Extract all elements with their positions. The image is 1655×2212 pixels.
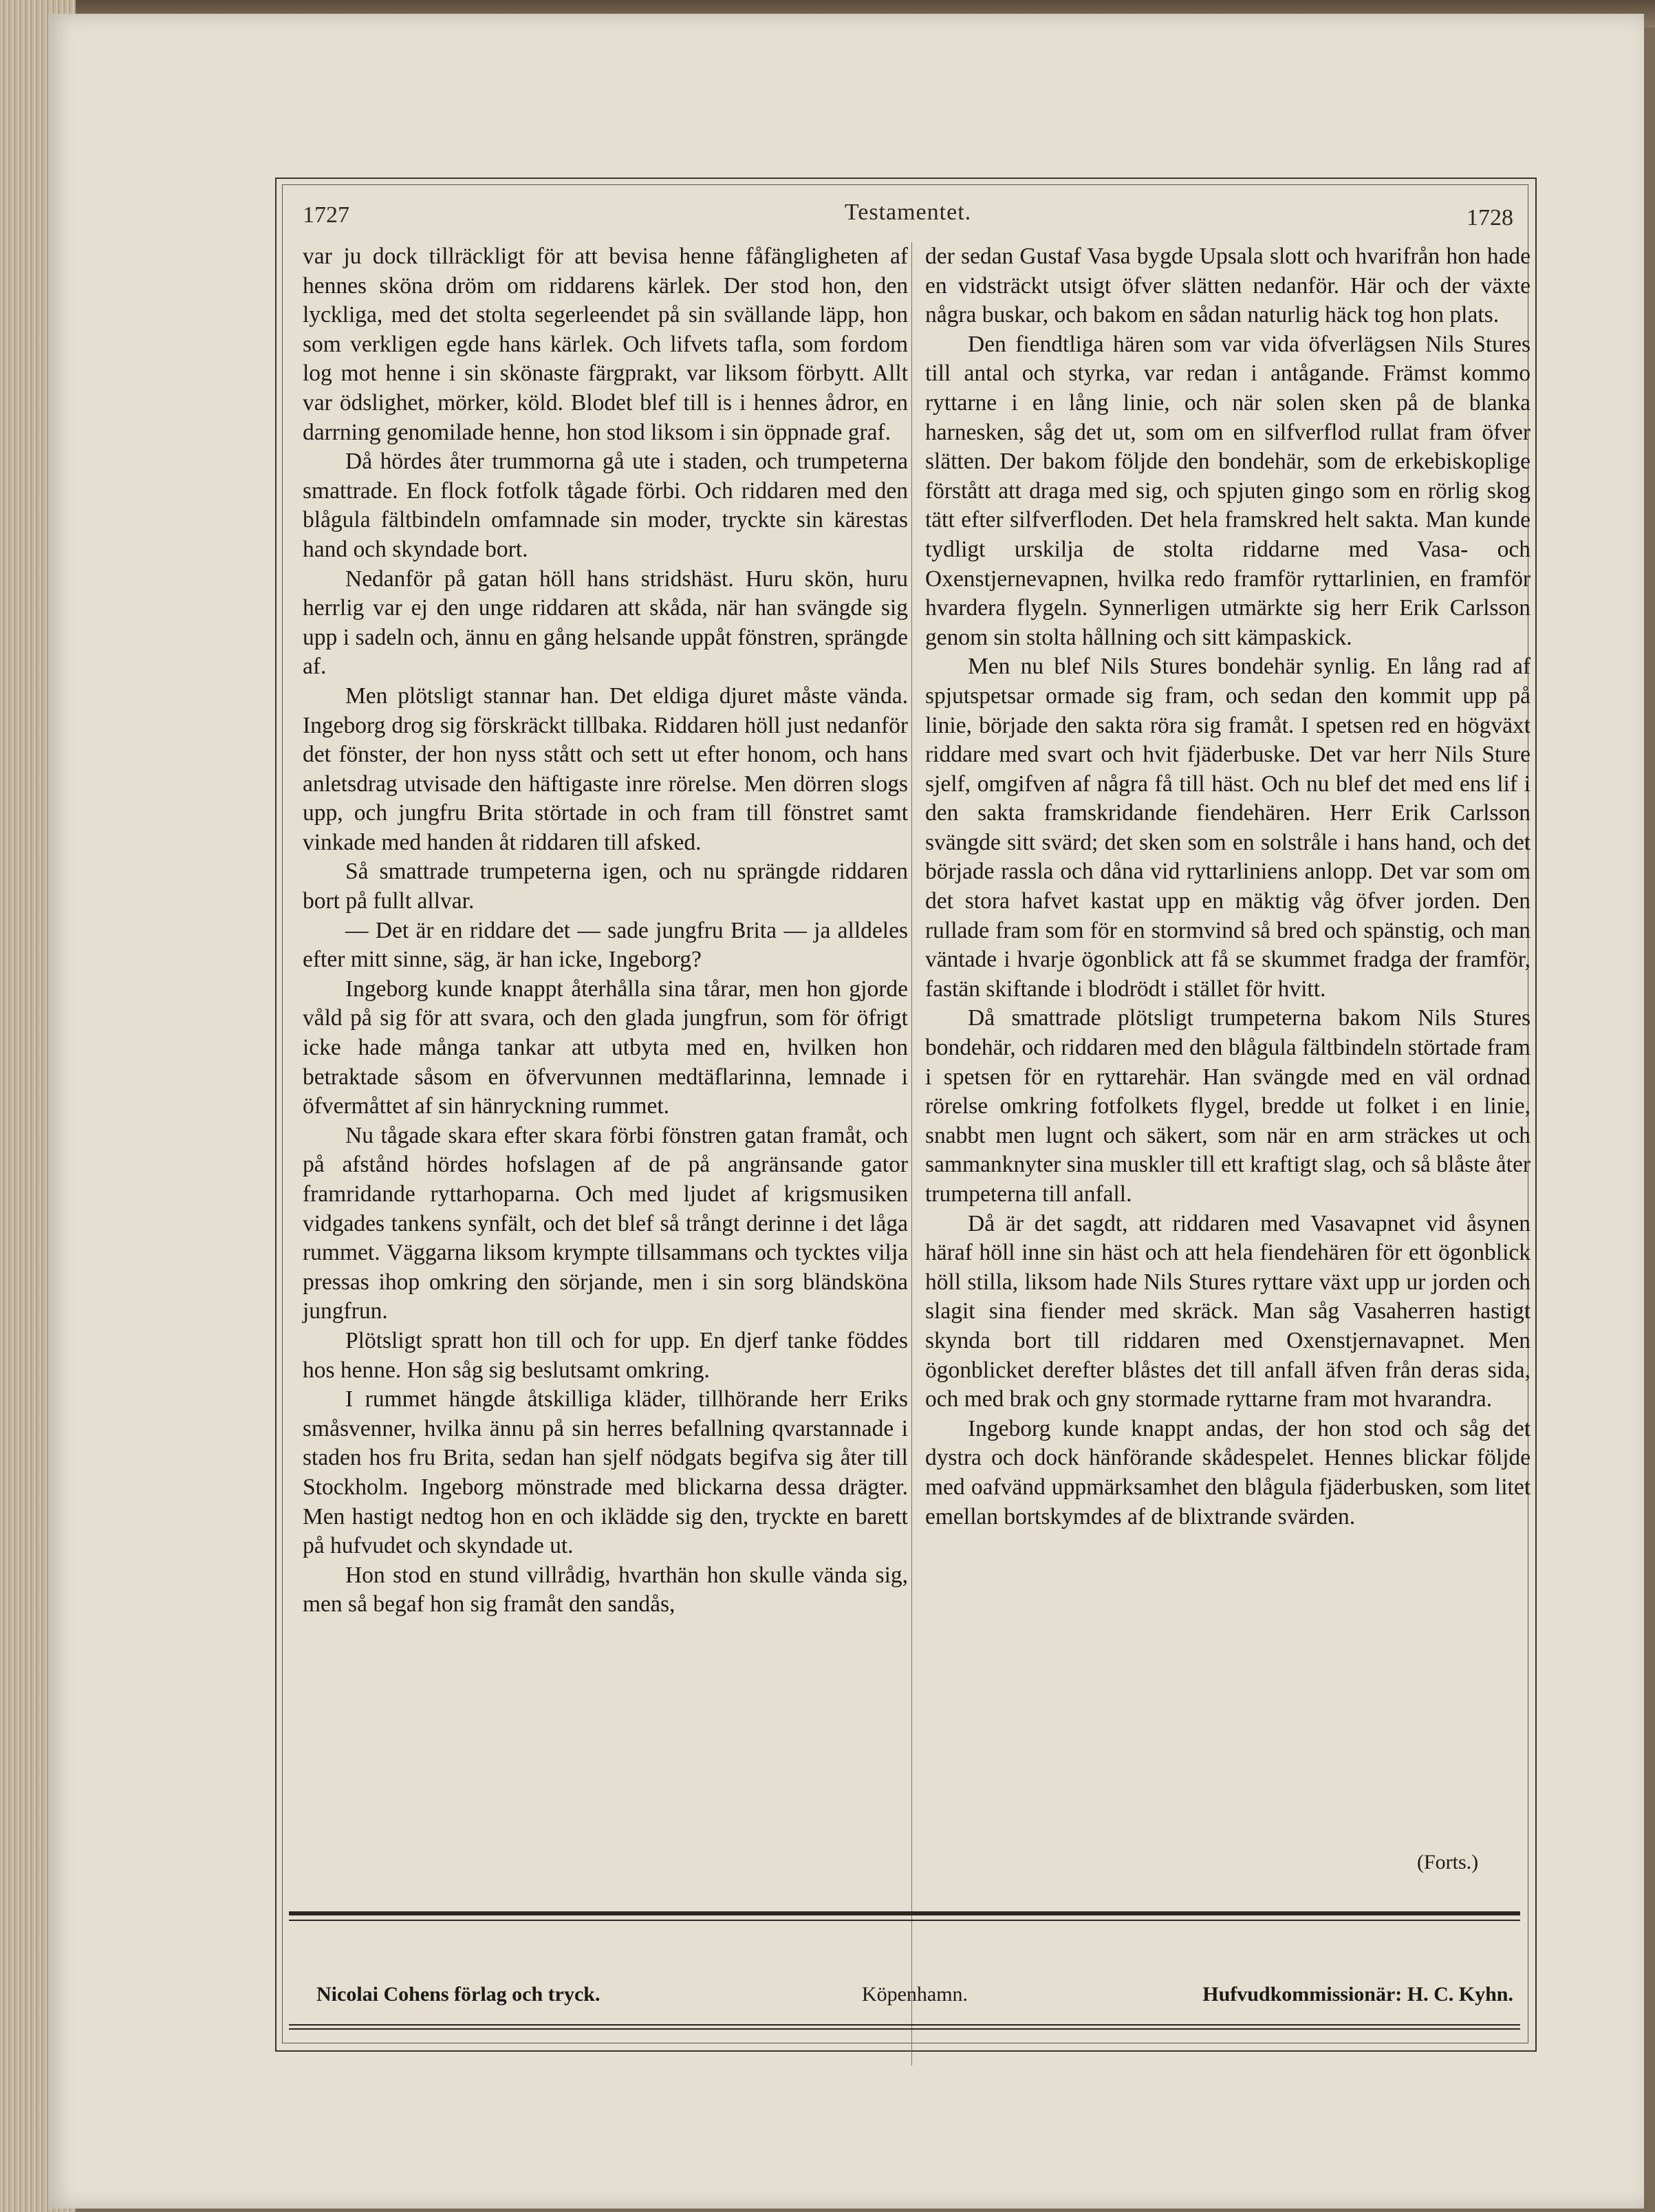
paragraph: Men nu blef Nils Stures bondehär synlig. En lång rad af spjutspetsar ormade sig fram, och sedan den kommit upp på linie, började den sakta röra sig framåt. I spetsen red en högväxt riddare med svart och hvit fjäderbuske. Det var herr Nils Sture sjelf, omgifven af några få till häst. Och nu blef det med ens lif i den sakta framskridande fiendehären. Herr Erik Carlsson svängde sitt svärd; det sken som en solstråle i hans hand, och det började rassla och dåna vid ryttarliniens anlopp. Det var som om det stora hafvet kastat upp en mäktig våg öfver jorden. Den rullade fram som för en stormvind så bred och spänstig, och man väntade i hvarje ögonblick att få se skummet fradga der framför, fastän skiftande i blodrödt i stället för hvitt. — [925, 654, 1530, 1002]
imprint-publisher: Nicolai Cohens förlag och tryck. — [316, 1983, 601, 2006]
paragraph: Den fiendtliga hären som var vida öfverlägsen Nils Stures till antal och styrka, var redan i antågande. Främst kommo ryttarne i en lång linie, och när solen sken på de blanka harnesken, såg det ut, som om en silfverflod rullat fram öfver slätten. Der bakom följde den bondehär, som de erkebiskoplige förstått att draga med sig, och spjuten gingo som en rörlig skog tätt efter silfverfloden. Det hela framskred helt sakta. Man kunde tydligt urskilja de stolta riddarne med Vasa- och Oxenstjernevapnen, hvilka redo framför ryttarlinien, en framför hvardera flygeln. Synnerligen utmärkte sig herr Erik Carlsson genom sin stolta hållning och sitt kämpaskick. — [925, 331, 1530, 650]
paragraph: Så smattrade trumpeterna igen, och nu sprängde riddaren bort på fullt allvar. — [303, 859, 908, 914]
paragraph: Nedanför på gatan höll hans stridshäst. Huru skön, huru herrlig var ej den unge riddaren att skåda, när han svängde sig upp i sadeln och, ännu en gång helsande uppåt fönstren, sprängde af. — [303, 566, 908, 680]
paragraph: — Det är en riddare det — sade jungfru Brita — ja alldeles efter mitt sinne, säg, är han icke, Ingeborg? — [303, 917, 908, 973]
imprint-rule-2 — [289, 2028, 1520, 2030]
paragraph: Ingeborg kunde knappt återhålla sina tårar, men hon gjorde våld på sig för att svara, och den glada jungfrun, som för öfrigt icke hade många tankar att utbyta med en, hvilken hon betraktade såsom en öfvervunnen medtäflarinna, lemnade i öfvermåttet af sin hänryckning rummet. — [303, 976, 908, 1119]
imprint-rules — [289, 2024, 1520, 2032]
imprint — [316, 1983, 1513, 2017]
text-column-left — [303, 242, 908, 1620]
imprint-rule-1 — [289, 2024, 1520, 2026]
imprint-city: Köpenhamn. — [861, 1983, 969, 2006]
paragraph: Nu tågade skara efter skara förbi fönstren gatan framåt, och på afstånd hördes hofslagen af de på angränsande gator framridande ryttarhoparna. Och med ljudet af krigsmusiken vidgades tankens synfält, och det blef så trångt derinne i det låga rummet. Väggarna liksom krympte tillsammans och tycktes vilja pressas ihop omkring den sörjande, men i sin sorg bländsköna jungfrun. — [303, 1122, 908, 1324]
continued-note: (Forts.) — [1417, 1851, 1479, 1873]
footer-rule-thick — [289, 1911, 1520, 1915]
running-head — [303, 197, 1513, 238]
paragraph: Då smattrade plötsligt trumpeterna bakom Nils Stures bondehär, och riddaren med den blågula fältbindeln störtade fram i spetsen för en ryttarehär. Han svängde med en väl ordnad rörelse omkring fotfolkets flygel, bredde ut folket i en linie, snabbt men lugnt och säkert, som när en arm sträckes ut och sammanknyter sina muskler till ett kraftigt slag, och så blåste åter trumpeterna till anfall. — [925, 1005, 1530, 1207]
paragraph: I rummet hängde åtskilliga kläder, tillhörande herr Eriks småsvenner, hvilka ännu på sin herres befallning qvarstannade i staden hos fru Brita, sedan han sjelf nödgats begifva sig åter till Stockholm. Ingeborg mönstrade med blickarna dessa drägter. Men hastigt nedtog hon en och ikläddе sig den, tryckte en barett på hufvudet och skyndade ut. — [303, 1386, 908, 1559]
paragraph: var ju dock tillräckligt för att bevisa henne fåfängligheten af hennes sköna dröm om riddarens kärlek. Der stod hon, den lyckliga, med det stolta segerleendet på sin svällande läpp, hon som verkligen egde hans kärlek. Och lifvets tafla, som fordom log mot henne i sin skönaste färgprakt, var liksom förbytt. Allt var ödslighet, mörker, köld. Blodet blef till is i hennes ådror, en darrning genomilade henne, hon stod liksom i sin öppnade graf. — [303, 244, 908, 445]
paragraph: der sedan Gustaf Vasa bygde Upsala slott och hvarifrån hon hade en vidsträckt utsigt öfver slätten nedanför. Här och der växte några buskar, och bakom en sådan naturlig häck tog hon plats. — [925, 244, 1530, 328]
footer-rules — [289, 1911, 1520, 1921]
footer-rule-thin — [289, 1920, 1520, 1921]
column-divider — [911, 242, 912, 2065]
text-column-right — [925, 242, 1530, 1532]
paragraph: Plötsligt spratt hon till och for upp. En djerf tanke föddes hos henne. Hon såg sig beslutsamt omkring. — [303, 1327, 908, 1383]
imprint-commission: Hufvudkommissionär: H. C. Kyhn. — [1202, 1983, 1513, 2006]
running-title: Testamentet. — [844, 200, 972, 225]
paragraph: Hon stod en stund villrådig, hvarthän hon skulle vända sig, men så begaf hon sig framåt den sandås, — [303, 1562, 908, 1618]
paragraph: Ingeborg kunde knappt andas, der hon stod och såg det dystra och dock hänförande skådespelet. Hennes blickar följde med oafvänd uppmärksamhet den blågula fjäderbusken, som litet emellan bortskymdes af de blixtrande svärden. — [925, 1415, 1530, 1529]
page-number-left: 1727 — [303, 202, 349, 228]
paragraph: Då hördes åter trummorna gå ute i staden, och trumpeterna smattrade. En flock fotfolk tågade förbi. Och riddaren med den blågula fältbindeln omfamnade sin moder, tryckte sin kärestas hand och skyndade bort. — [303, 449, 908, 562]
paragraph: Men plötsligt stannar han. Det eldiga djuret måste vända. Ingeborg drog sig förskräckt tillbaka. Riddaren höll just nedanför det fönster, der hon nyss stått och sett ut efter honom, och hans anletsdrag utvisade den häftigaste inre rörelse. Men dörren slogs upp, och jungfru Brita störtade in och fram till fönstret samt vinkade med handen åt riddaren till afsked. — [303, 683, 908, 855]
paragraph: Då är det sagdt, att riddaren med Vasavapnet vid åsynen häraf höll inne sin häst och att hela fiendehären för ett ögonblick höll stilla, liksom hade Nils Stures ryttare växt upp ur jorden och slagit sina fiender med skräck. Man såg Vasaherren hastigt skynda bort till riddaren med Oxenstjernavapnet. Men ögonblicket derefter blåstes det till anfall äfven från deras sida, och med brak och gny stormade ryttarne fram mot hvarandra. — [925, 1210, 1530, 1413]
page-number-right: 1728 — [1467, 205, 1513, 230]
